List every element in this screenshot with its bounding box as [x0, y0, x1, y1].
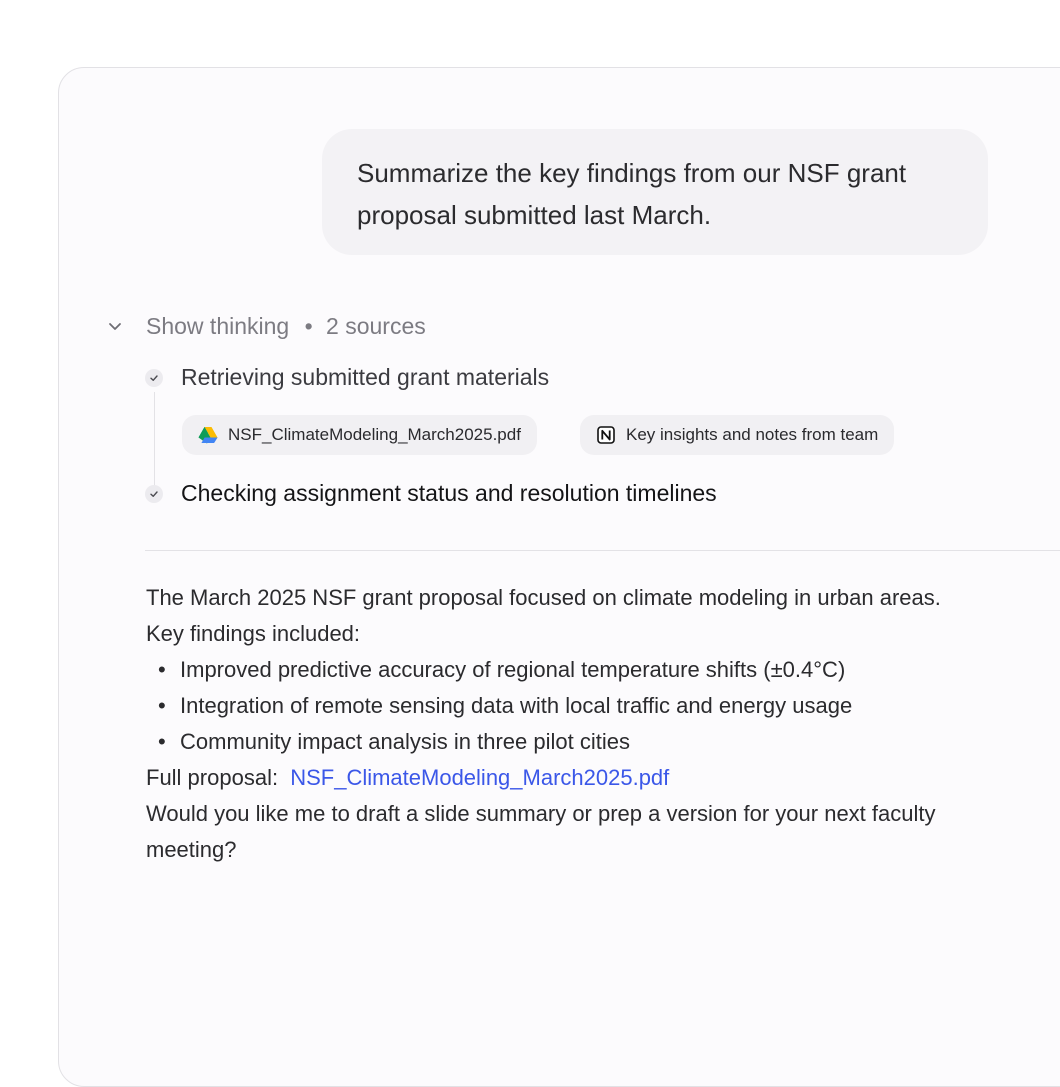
divider	[145, 550, 1060, 551]
finding-text: Improved predictive accuracy of regional temperature shifts (±0.4°C)	[180, 657, 846, 682]
thinking-step	[145, 364, 549, 391]
source-chip-label[interactable]: NSF_ClimateModeling_March2025.pdf	[228, 425, 521, 444]
user-message-bubble	[322, 129, 988, 255]
source-chip-notion-page[interactable]	[580, 415, 894, 455]
check-icon	[145, 369, 163, 387]
thinking-step-text: Checking assignment status and resolution timelines	[181, 480, 717, 506]
thinking-step	[145, 480, 717, 507]
full-proposal-link[interactable]: NSF_ClimateModeling_March2025.pdf	[290, 765, 670, 790]
show-thinking-label[interactable]: Show thinking	[146, 312, 290, 339]
source-chip-label[interactable]: Key insights and notes from team	[626, 425, 879, 444]
bullet: •	[158, 657, 166, 682]
thinking-label-group[interactable]	[146, 313, 426, 340]
thinking-separator: •	[304, 312, 313, 339]
list-item	[146, 724, 1026, 760]
finding-text: Community impact analysis in three pilot cities	[180, 729, 630, 754]
response-intro: The March 2025 NSF grant proposal focused on climate modeling in urban areas.	[146, 585, 941, 610]
assistant-response	[146, 580, 1026, 868]
response-followup: Would you like me to draft a slide summary or prep a version for your next faculty meeting?	[146, 801, 936, 862]
notion-icon	[596, 425, 616, 445]
source-chip-drive-file[interactable]	[182, 415, 537, 455]
bullet: •	[158, 729, 166, 754]
user-message-text: Summarize the key findings from our NSF grant proposal submitted last March.	[357, 158, 907, 230]
bullet: •	[158, 693, 166, 718]
show-thinking-toggle[interactable]	[100, 308, 426, 344]
full-proposal-label: Full proposal:	[146, 765, 279, 790]
finding-text: Integration of remote sensing data with local traffic and energy usage	[180, 693, 853, 718]
findings-list	[146, 652, 1026, 760]
thinking-step-text: Retrieving submitted grant materials	[181, 364, 550, 390]
check-icon	[145, 485, 163, 503]
list-item	[146, 652, 1026, 688]
google-drive-icon	[198, 425, 218, 445]
sources-count: 2 sources	[326, 312, 426, 339]
chevron-down-icon[interactable]	[100, 311, 130, 341]
list-item	[146, 688, 1026, 724]
full-proposal-line	[146, 760, 1026, 796]
steps-connector-line	[154, 392, 155, 486]
response-findings-label: Key findings included:	[146, 621, 361, 646]
